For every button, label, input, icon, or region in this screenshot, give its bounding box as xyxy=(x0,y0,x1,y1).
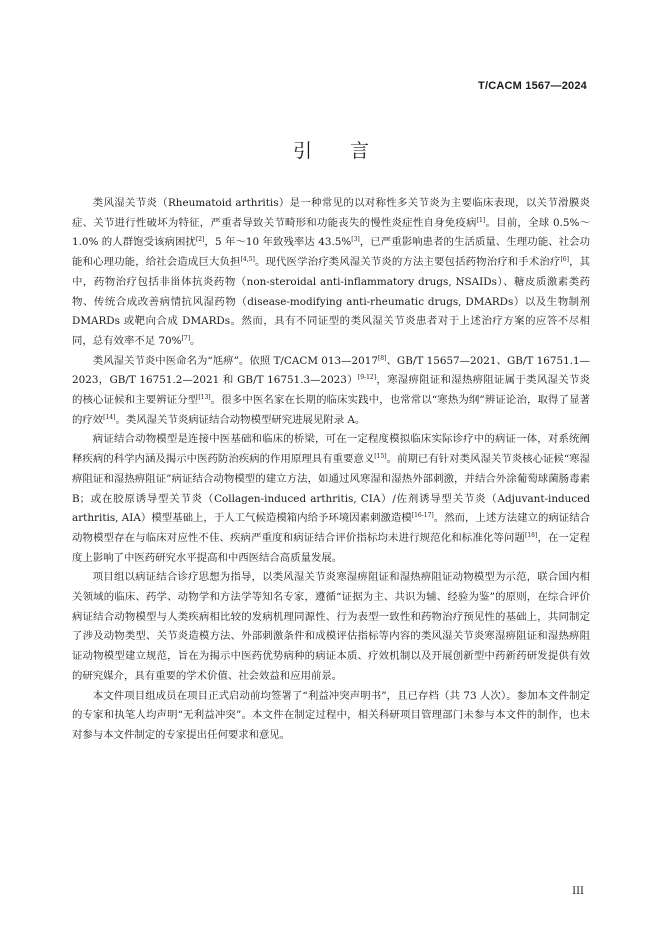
citation-ref: [7] xyxy=(181,334,191,342)
citation-ref: [13] xyxy=(198,394,211,402)
paragraph-text: 病证结合动物模型是连接中医基础和临床的桥梁，可在一定程度模拟临床实际诊疗中的病证一体，对系统阐释疾病的科学内涵及揭示中医药防治疾病的作用原理具有重要意义 xyxy=(72,433,590,466)
citation-ref: [9-12] xyxy=(357,374,377,382)
paragraph-text: ，已严重影响患者的生活质量、生理功能、社会功能和心理功能，给社会造成巨大负担 xyxy=(72,236,590,269)
document-body xyxy=(72,194,590,746)
page-title: 引言 xyxy=(292,140,407,162)
citation-ref: [3] xyxy=(351,236,360,244)
paragraph-text: 。前期已有针对类风湿关节炎核心证候“寒湿痹阻证和湿热痹阻证”病证结合动物模型的建立方法，如通过风寒湿和湿热外部刺激，并结合外涂葡萄球菌肠毒素B；或在胶原诱导型关节炎（Collagen-induced arthritis, CIA）/佐剂诱导型关节炎（Adjuvant-induced arthritis, AIA）模型基础上，于人工气候造模箱内给予环境因素刺激造模 xyxy=(72,453,590,525)
citation-ref: [18] xyxy=(525,531,538,539)
paragraph-text: 。很多中医名家在长期的临床实践中，也常常以“寒热为纲”辨证论治，取得了显著的疗效 xyxy=(72,394,590,426)
paragraph-text: 项目组以病证结合诊疗思想为指导，以类风湿关节炎寒湿痹阻证和湿热痹阻证动物模型为示范，联合国内相关领域的临床、药学、动物学和方法学等知名专家，遵循“证据为主、共识为辅、经验为鉴”的原则，在综合评价病证结合动物模型与人类疾病相比较的发病机理同源性、行为表型一致性和药物治疗预见性的基础上，共同制定了涉及动物类型、关节炎造模方法、外部刺激条件和成模评估指标等内容的类风湿关节炎寒湿痹阻证和湿热痹阻证动物模型建立规范，旨在为揭示中医药优势病种的病证本质、疗效机制以及开展创新型中药新药研发提供有效的研究媒介，具有重要的学术价值、社会效益和应用前景。 xyxy=(72,571,590,682)
standard-number: T/CACM 1567—2024 xyxy=(478,80,587,92)
citation-ref: [2] xyxy=(195,236,205,244)
paragraph-text: 类风湿关节炎中医命名为“尪痹”。依照 T/CACM 013—2017 xyxy=(92,354,378,367)
paragraph-text: 类风湿关节炎（Rheumatoid arthritis）是一种常见的以对称性多关节炎为主要临床表现，以关节滑膜炎症、关节进行性破坏为特征，严重者导致关节畸形和功能丧失的慢性炎症性自身免疫病 xyxy=(72,197,590,229)
paragraph-3 xyxy=(72,430,590,568)
citation-ref: [14] xyxy=(103,413,116,421)
paragraph-text: 。现代医学治疗类风湿关节炎的方法主要包括药物治疗和手术治疗 xyxy=(254,256,561,269)
paragraph-5 xyxy=(72,687,590,746)
paragraph-1 xyxy=(72,194,590,352)
citation-ref: [4,5] xyxy=(240,256,255,264)
page-number: III xyxy=(572,886,584,897)
paragraph-text: ，其中，药物治疗包括非甾体抗炎药物（non-steroidal anti-inflammatory drugs, NSAIDs）、糖皮质激素类药物、传统合成改善病情抗风湿药物（disease-modifying anti-rheumatic drugs, DMARDs）以及生物制剂 DMARDs 或靶向合成 DMARDs。然而，具有不同证型的类风湿关节炎患者对于上述治疗方案的应答不尽相同，总有效率不足 70% xyxy=(72,256,591,347)
paragraph-text: 本文件项目组成员在项目正式启动前均签署了“利益冲突声明书”，且已存档（共 73 人次）。参加本文件制定的专家和执笔人均声明“无利益冲突”。本文件在制定过程中，相关科研项目管理部门未参与本文件的制作，也未对参与本文件制定的专家提出任何要求和意见。 xyxy=(72,689,590,741)
paragraph-4 xyxy=(72,568,590,686)
paragraph-text: 。类风湿关节炎病证结合动物模型研究进展见附录 A。 xyxy=(115,413,366,426)
citation-ref: [8] xyxy=(377,354,387,362)
paragraph-text: ，寒湿痹阻证和湿热痹阻证属于类风湿关节炎的核心证候和主要辨证分型 xyxy=(72,374,591,407)
paragraph-2 xyxy=(72,352,590,431)
citation-ref: [15] xyxy=(374,453,387,461)
citation-ref: [1] xyxy=(476,216,486,224)
citation-ref: [6] xyxy=(560,256,569,264)
citation-ref: [16-17] xyxy=(411,512,434,520)
paragraph-text: 。然而，上述方法建立的病证结合动物模型存在与临床对应性不佳、疾病严重度和病证结合评价指标均未进行规范化和标准化等问题 xyxy=(72,512,591,544)
paragraph-text: ，5 年～10 年致残率达 43.5% xyxy=(204,236,352,249)
paragraph-text: 、GB/T 15657—2021、GB/T 16751.1—2023，GB/T 16751.2—2021 和 GB/T 16751.3—2023） xyxy=(72,354,590,387)
paragraph-text: ，在一定程度上影响了中医药研究水平提高和中西医结合高质量发展。 xyxy=(72,531,591,564)
paragraph-text: 。目前，全球 0.5%～1.0% 的人群饱受该病困扰 xyxy=(72,216,590,249)
paragraph-text: 。 xyxy=(190,334,201,347)
